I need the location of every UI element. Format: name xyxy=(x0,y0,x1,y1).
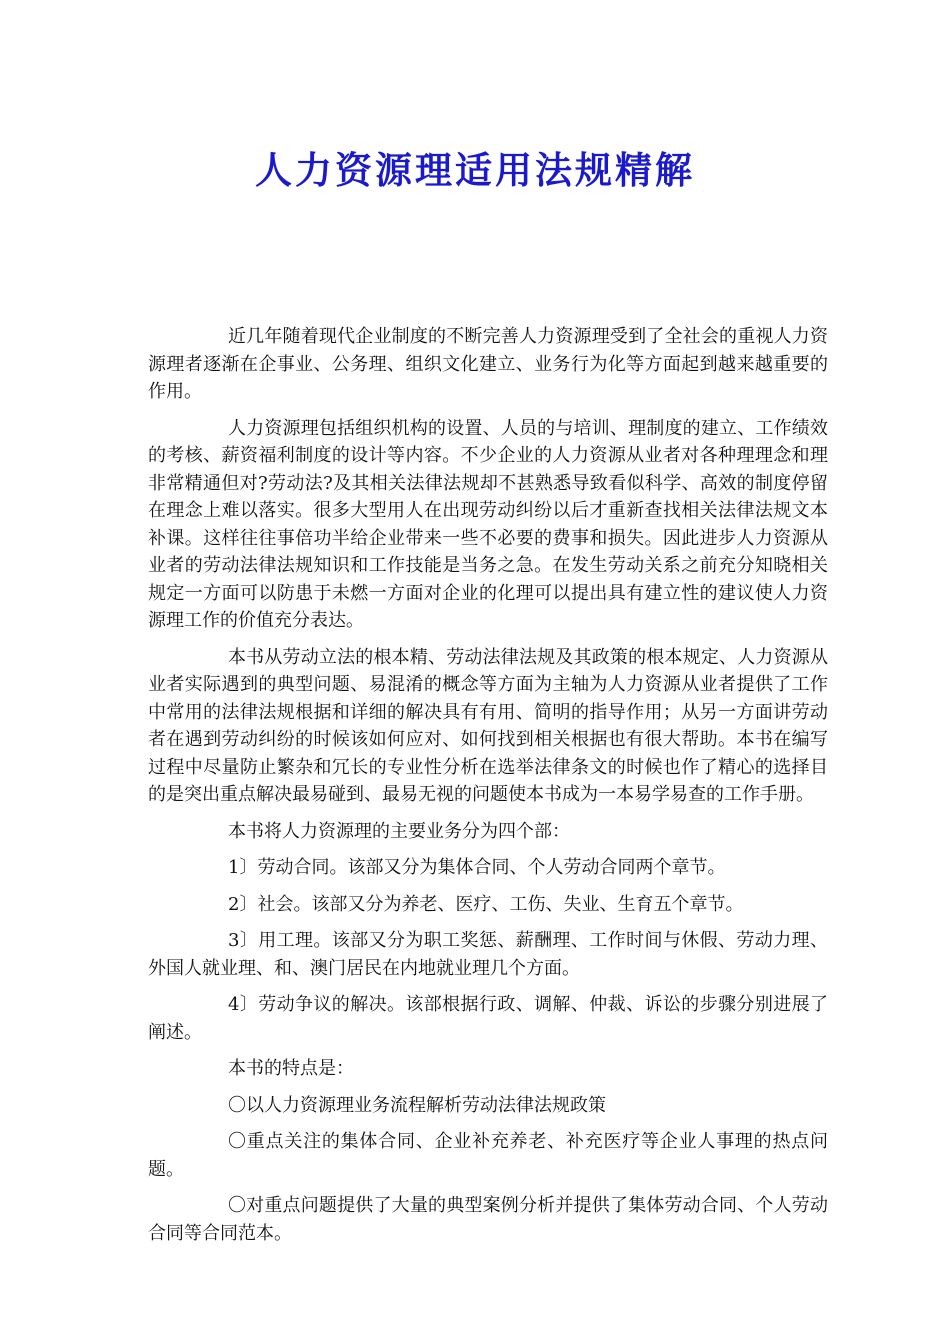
list-item-part-4: 4〕劳动争议的解决。该部根据行政、调解、仲裁、诉讼的步骤分别进展了阐述。 xyxy=(148,994,828,1043)
list-item-feature-1: 〇以人力资源理业务流程解析劳动法律法规政策 xyxy=(228,1094,606,1116)
document-body xyxy=(148,323,828,1256)
list-item-feature-2: 〇重点关注的集体合同、企业补充养老、补充医疗等企业人事理的热点问题。 xyxy=(148,1131,828,1180)
list-item-part-3: 3〕用工理。该部又分为职工奖惩、薪酬理、工作时间与休假、劳动力理、外国人就业理、和、澳门居民在内地就业理几个方面。 xyxy=(148,930,828,979)
paragraph-parts-intro: 本书将人力资源理的主要业务分为四个部： xyxy=(228,820,570,842)
list-item-part-2: 2〕社会。该部又分为养老、医疗、工伤、失业、生育五个章节。 xyxy=(228,893,744,915)
paragraph-features-intro: 本书的特点是： xyxy=(228,1058,354,1079)
paragraph-book-purpose: 本书从劳动立法的根本精、劳动法律法规及其政策的根本规定、人力资源从业者实际遇到的典型问题、易混淆的概念等方面为主轴为人力资源从业者提供了工作中常用的法律法规根据和详细的解决具有有用、简明的指导作用；从另一方面讲劳动者在遇到劳动纠纷的时候该如何应对、如何找到相关根据也有很大帮助。本书在编写过程中尽量防止繁杂和冗长的专业性分析在选举法律条文的时候也作了精心的选择目的是突出重点解决最易碰到、最易无视的问题使本书成为一本易学易查的工作手册。 xyxy=(148,646,828,805)
paragraph-intro: 近几年随着现代企业制度的不断完善人力资源理受到了全社会的重视人力资源理者逐渐在企事业、公务理、组织文化建立、业务行为化等方面起到越来越重要的作用。 xyxy=(148,326,828,402)
document-title: 人力资源理适用法规精解 xyxy=(255,148,695,192)
list-item-part-1: 1〕劳动合同。该部又分为集体合同、个人劳动合同两个章节。 xyxy=(228,857,726,878)
paragraph-hr-scope: 人力资源理包括组织机构的设置、人员的与培训、理制度的建立、工作绩效的考核、薪资福利制度的设计等内容。不少企业的人力资源从业者对各种理理念和理非常精通但对?劳动法?及其相关法律法规却不甚熟悉导致看似科学、高效的制度停留在理念上难以落实。很多大型用人在出现劳动纠纷以后才重新查找相关法律法规文本补课。这样往往事倍功半给企业带来一些不必要的费事和损失。因此进步人力资源从业者的劳动法律法规知识和工作技能是当务之急。在发生劳动关系之前充分知晓相关规定一方面可以防患于未燃一方面对企业的化理可以提出具有建立性的建议使人力资源理工作的价值充分表达。 xyxy=(148,417,828,631)
list-item-feature-3: 〇对重点问题提供了大量的典型案例分析并提供了集体劳动合同、个人劳动合同等合同范本。 xyxy=(148,1195,828,1244)
